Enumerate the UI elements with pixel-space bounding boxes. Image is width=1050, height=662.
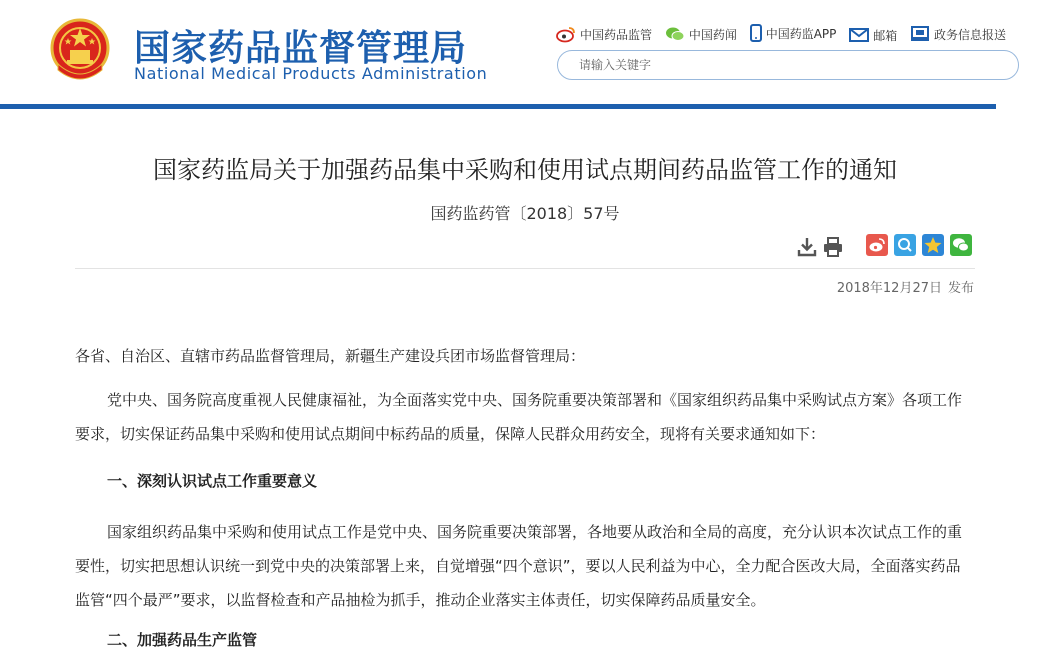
header-divider [0,104,996,109]
search-box[interactable] [557,50,1019,80]
section-paragraph-1: 国家组织药品集中采购和使用试点工作是党中央、国务院重要决策部署，各地要从政治和全局的高度，充分认识本次试点工作的重要性，切实把思想认识统一到党中央的决策部署上来，自觉增强“四个意识”，要以人民利益为中心，全力配合医改大局，全面落实药品监管“四个最严”要求，以监督检查和产品抽检为抓手，推动企业落实主体责任，切实保障药品质量安全。 [75,523,963,609]
link-wechat-label: 中国药闻 [688,27,737,42]
monitor-icon [910,26,930,42]
publish-date: 2018年12月27日 [836,281,942,296]
weibo-share-icon [866,234,888,256]
document-number: 国药监药管〔2018〕57号 [430,204,620,223]
article-title: 国家药监局关于加强药品集中采购和使用试点期间药品监管工作的通知 [153,156,897,184]
section-heading-2: 二、加强药品生产监管 [107,631,258,649]
publish-info [831,277,974,296]
link-mail[interactable] [849,27,897,44]
publish-label: 发布 [947,281,974,296]
top-links [556,24,1015,46]
share-qq[interactable] [894,234,916,256]
link-app[interactable] [750,24,837,42]
star-share-icon [922,234,944,256]
share-wechat[interactable] [950,234,972,256]
share-weibo[interactable] [866,234,888,256]
link-wechat[interactable] [665,26,737,43]
intro-paragraph: 党中央、国务院高度重视人民健康福祉，为全面落实党中央、国务院重要决策部署和《国家组织药品集中采购试点方案》各项工作要求，切实保证药品集中采购和使用试点期间中标药品的质量，保障人民群众用药安全，现将有关要求通知如下： [75,391,963,443]
site-title[interactable]: 国家药品监督管理局 [134,28,468,69]
search-input[interactable] [579,57,879,73]
mobile-icon [750,24,762,42]
qq-share-icon [894,234,916,256]
wechat-icon [665,26,685,42]
wechat-share-icon [950,234,972,256]
section-heading-1: 一、深刻认识试点工作重要意义 [107,472,318,490]
addressee-paragraph: 各省、自治区、直辖市药品监督管理局，新疆生产建设兵团市场监督管理局： [75,347,586,365]
share-qzone[interactable] [922,234,944,256]
download-icon[interactable] [796,236,818,258]
link-app-label: 中国药监APP [765,26,837,41]
title-divider [75,268,975,269]
print-icon[interactable] [822,236,844,258]
link-mail-label: 邮箱 [873,28,898,43]
site-header [0,0,1007,104]
link-weibo-label: 中国药品监管 [580,27,653,42]
link-report-label: 政务信息报送 [934,27,1007,42]
site-subtitle: National Medical Products Administration [134,64,488,83]
national-emblem-icon[interactable] [50,18,110,84]
link-weibo[interactable] [556,26,652,43]
weibo-icon [556,26,576,42]
link-report[interactable] [910,26,1006,43]
mail-icon [849,28,869,42]
